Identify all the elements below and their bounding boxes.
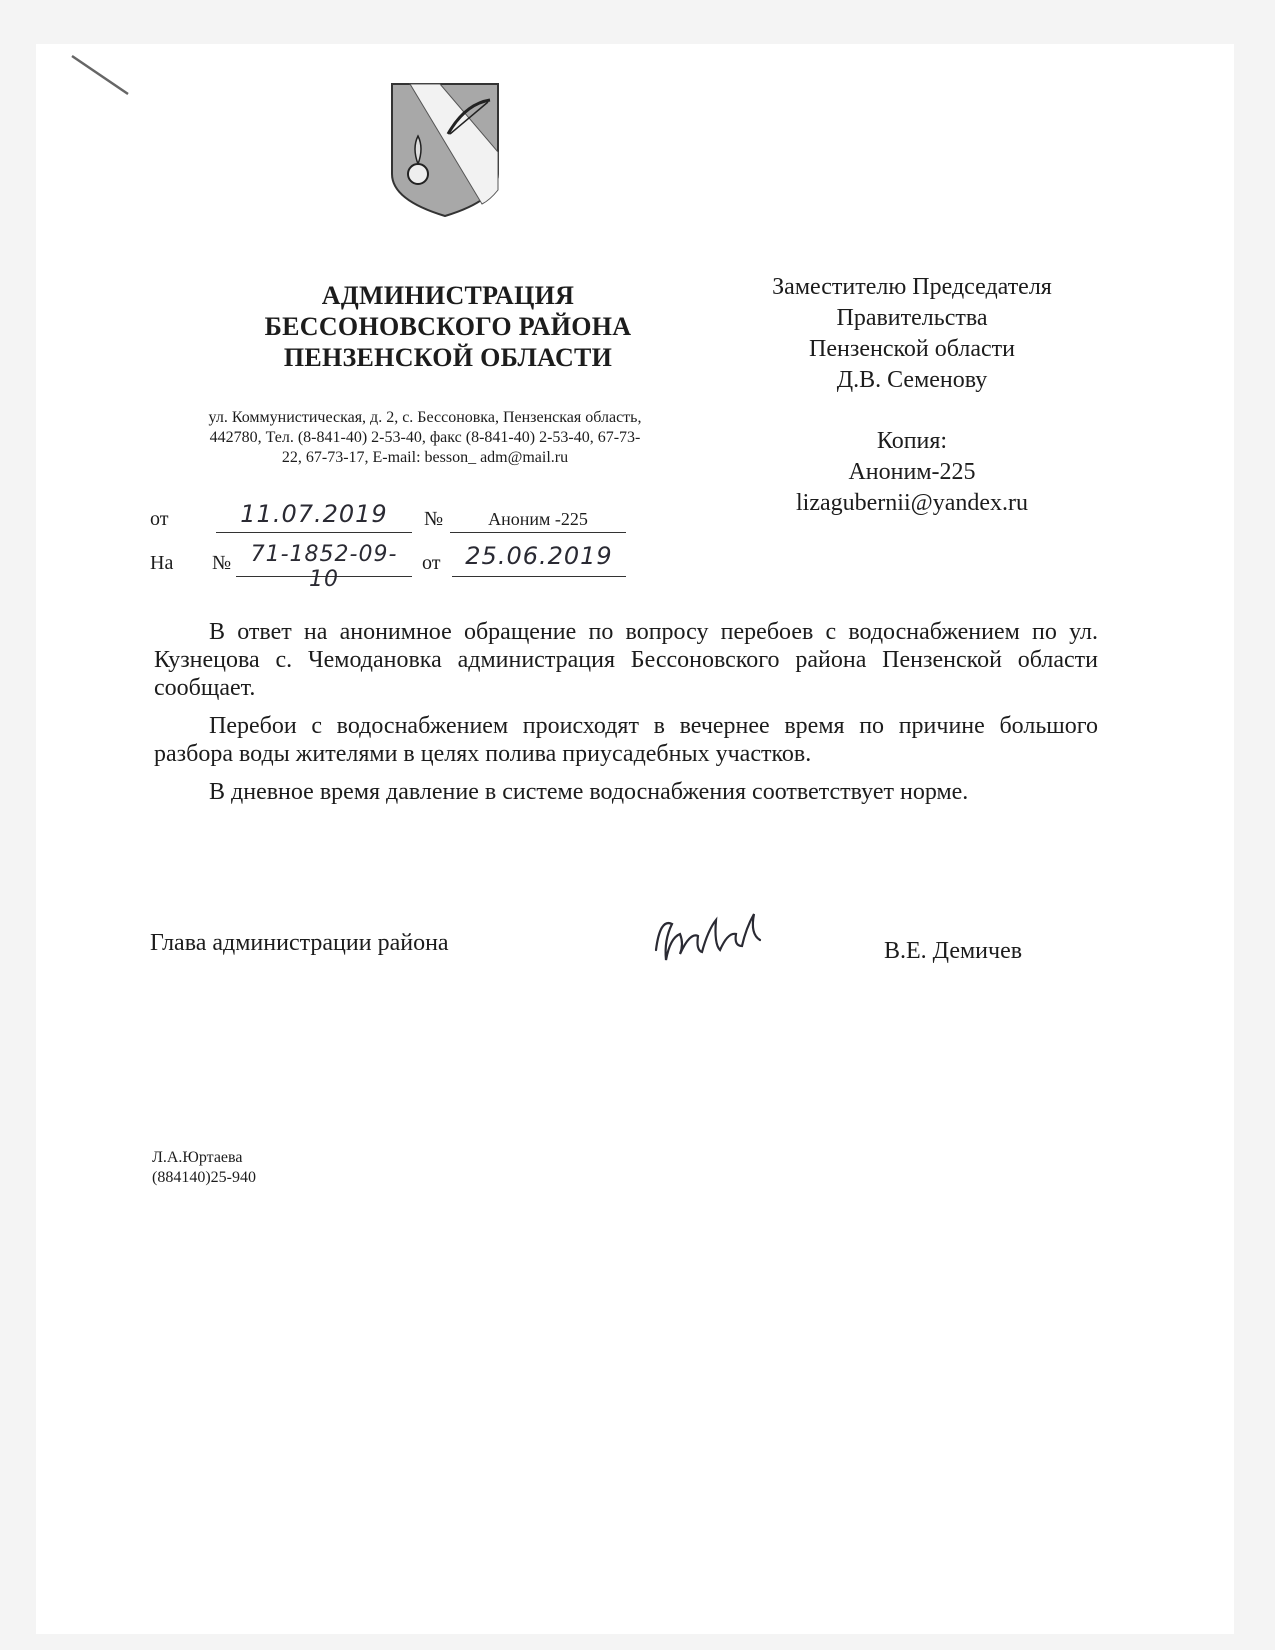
organization-address xyxy=(155,408,695,468)
on-number-value: 71-1852-09-10 xyxy=(236,542,412,577)
scan-mark xyxy=(70,50,140,100)
address-line-3: 22, 67-73-17, E-mail: besson_ adm@mail.ru xyxy=(281,449,569,466)
letter-body xyxy=(154,618,1098,816)
from-date: 11.07.2019 xyxy=(216,500,412,533)
signatory-name: В.Е. Демичев xyxy=(884,938,1023,964)
on-date-value: 25.06.2019 xyxy=(452,542,626,577)
executor-phone: (884140)25-940 xyxy=(152,1169,256,1186)
on-label: На xyxy=(150,552,174,574)
number-value: Аноним -225 xyxy=(450,506,626,533)
body-paragraph-2: Перебои с водоснабжением происходят в вечернее время по причине большого разбора воды жителями в целях полива приусадебных участков. xyxy=(154,713,1098,767)
address-line-1: ул. Коммунистическая, д. 2, с. Бессоновка, Пензенская область, xyxy=(208,409,642,426)
copy-email: lizagubernii@yandex.ru xyxy=(795,490,1029,516)
signatory-position: Глава администрации района xyxy=(150,930,449,956)
org-line-2: БЕССОНОВСКОГО РАЙОНА xyxy=(264,312,632,341)
organization-name xyxy=(218,280,678,373)
copy-name: Аноним-225 xyxy=(848,459,976,485)
body-paragraph-1: В ответ на анонимное обращение по вопросу перебоев с водоснабжением по ул. Кузнецова с. Чемодановка администрация Бессоновского района Пензенской области сообщает. xyxy=(154,619,1098,701)
number-label: № xyxy=(424,508,444,530)
copy-label: Копия: xyxy=(876,428,948,454)
recipient-line-3: Пензенской области xyxy=(809,336,1015,362)
on-number-label: № xyxy=(212,552,232,574)
address-line-2: 442780, Тел. (8-841-40) 2-53-40, факс (8-841-40) 2-53-40, 67-73- xyxy=(209,429,641,446)
recipient-block xyxy=(712,272,1112,519)
handwritten-signature xyxy=(650,910,770,970)
body-paragraph-3: В дневное время давление в системе водоснабжения соответствует норме. xyxy=(209,779,969,805)
recipient-line-2: Правительства xyxy=(836,305,988,331)
executor-block xyxy=(152,1148,256,1188)
from-label: от xyxy=(150,508,169,530)
on-date-label: от xyxy=(422,552,441,574)
org-line-3: ПЕНЗЕНСКОЙ ОБЛАСТИ xyxy=(283,343,613,372)
coat-of-arms-icon xyxy=(390,82,500,218)
recipient-line-4: Д.В. Семенову xyxy=(836,367,988,393)
org-line-1: АДМИНИСТРАЦИЯ xyxy=(321,281,575,310)
recipient-line-1: Заместителю Председателя xyxy=(772,274,1052,300)
executor-name: Л.А.Юртаева xyxy=(152,1149,243,1166)
